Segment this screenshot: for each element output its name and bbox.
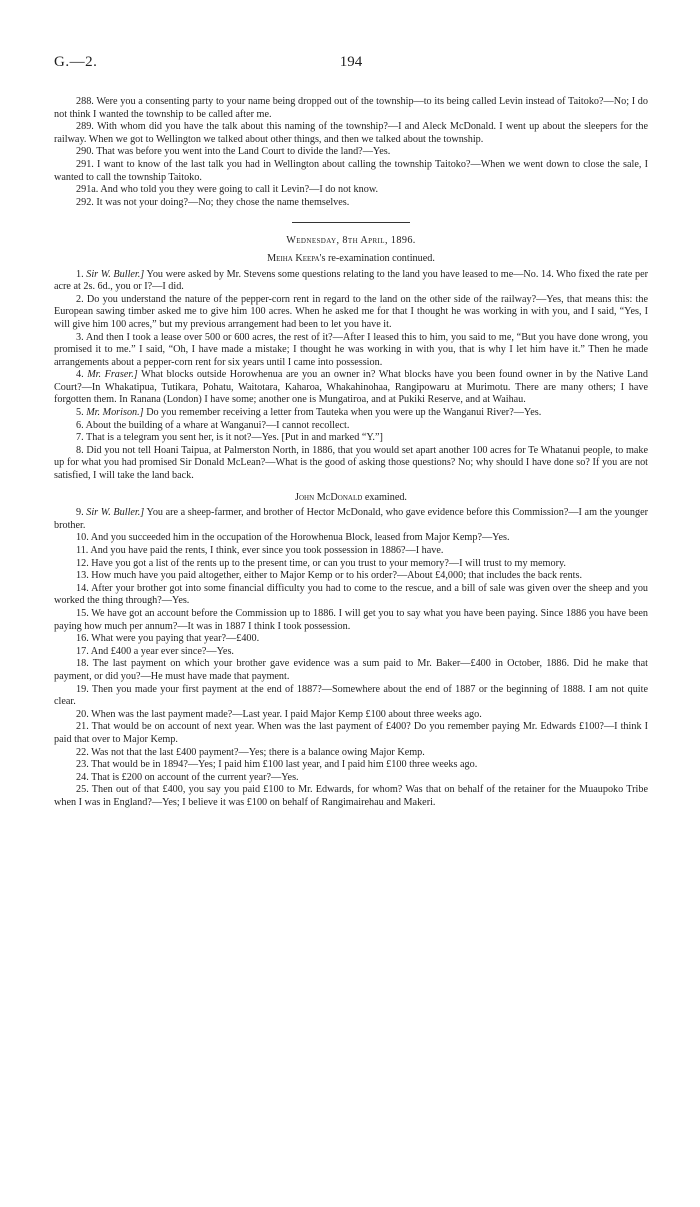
speaker-name: Mr. Fraser.]: [87, 369, 138, 381]
paragraph: 24. That is £200 on account of the current year?—Yes.: [76, 771, 299, 783]
page-header: [54, 56, 648, 96]
document-page: [54, 56, 648, 809]
paragraph: 11. And you have paid the rents, I think, ever since you took possession in 1886?—I have.: [76, 545, 444, 556]
paragraph: 22. Was not that the last £400 payment?—Yes; there is a balance owing Major Kemp.: [76, 746, 425, 758]
paragraph: 16. What were you paying that year?—£400.: [76, 633, 260, 645]
paragraph: 290. That was before you went into the Land Court to divide the land?—Yes.: [76, 146, 391, 158]
heading-suffix: examined.: [362, 491, 407, 503]
paragraph: 23. That would be in 1894?—Yes; I paid him £100 last year, and I paid him £100 three weeks ago.: [76, 759, 478, 771]
paragraph: 9. Sir W. Buller.] You are a sheep-farmer, and brother of Hector McDonald, who gave evidence before this Commission?—I am the younger brother.: [54, 507, 649, 531]
paragraph: 19. Then you made your first payment at the end of 1887?—Somewhere about the end of 1887 or the beginning of 1888. I am not quite clear.: [54, 683, 648, 708]
speaker-name: Mr. Morison.]: [86, 407, 144, 419]
paragraph: 291. I want to know of the last talk you had in Wellington about calling the township Taitoko?—When we went down to close the sale, I wanted to call the township Taitoko.: [54, 158, 648, 183]
paragraph: 20. When was the last payment made?—Last year. I paid Major Kemp £100 about three weeks ago.: [76, 708, 482, 720]
paragraph: 7. That is a telegram you sent her, is it not?—Yes. [Put in and marked “Y.”]: [76, 432, 383, 444]
section-divider: [292, 222, 410, 223]
paragraph: 14. After your brother got into some financial difficulty you had to come to the rescue, and a bill of sale was given over the sheep and you worked the thing through?—Yes.: [54, 582, 649, 607]
paragraph: 4. Mr. Fraser.] What blocks outside Horowhenua are you an owner in? What blocks have you been found owner in by the Native Land Court?—In Whakatipua, Tutikara, Pohatu, Waitotara, Kaharoa, Whakahinohaa, Rangipowaru at Murimotu. There are many others; I have forgotten them. In Ranana (London) I have some; another one is Mungatiroa, and at Pukiki Reserve, and at Waihau.: [54, 369, 648, 406]
paragraph: 289. With whom did you have the talk about this naming of the township?—I and Aleck McDonald. I went up about the sleepers for the railway. When we got to Wellington we talked about other things, and then we talked about the township.: [54, 121, 648, 145]
paragraph: 292. It was not your doing?—No; they chose the name themselves.: [76, 196, 350, 208]
paragraph: 3. And then I took a lease over 500 or 600 acres, the rest of it?—After I leased this to him, you said to me, “But you have done wrong, you promised it to me.” I said, “Oh, I have made a mistake; I thought he was working in with you, that is why I let him have it.” Then he made arrangements about a pepper-corn rent for six years until I came into possession.: [54, 331, 648, 368]
paragraph: 17. And £400 a year ever since?—Yes.: [76, 645, 234, 657]
witness-name: Meiha Keepa: [267, 252, 320, 264]
document-reference: G.—2.: [54, 54, 98, 70]
paragraph: 21. That would be on account of next year. When was the last payment of £400? Do you remember paying Mr. Edwards £100?—I think I paid that over to Major Kemp.: [54, 721, 648, 745]
witness-name: John McDonald: [295, 491, 363, 503]
paragraph: 291a. And who told you they were going to call it Levin?—I do not know.: [76, 184, 379, 196]
paragraph: 2. Do you understand the nature of the pepper-corn rent in regard to the land on the other side of the railway?—Yes, that means this: the European sawing timber asked me to give him 100 acres. When he asked me for that I thought he was working in with you, and I said, “Yes, I will give him 100 acres,” but my previous arrangement had been to let you have it.: [54, 293, 648, 330]
page-number: 194: [339, 54, 363, 70]
paragraph: 18. The last payment on which your brother gave evidence was a sum paid to Mr. Baker—£400 in October, 1886. Did he make that payment, or did you?—He must have made that payment.: [54, 658, 648, 682]
paragraph: 15. We have got an account before the Commission up to 1886. I will get you to say what you have been paying. Since 1886 you have been paying how much per annum?—It was in 1887 I think I took possession.: [54, 607, 648, 632]
paragraph: 5. Mr. Morison.] Do you remember receiving a letter from Tauteka when you were up the Wanganui River?—Yes.: [76, 407, 542, 419]
section-re-examination: [54, 269, 648, 483]
paragraph: 12. Have you got a list of the rents up to the present time, or can you trust to your memory?—I will trust to my memory.: [76, 557, 566, 569]
examination-heading: [54, 492, 648, 505]
speaker-name: Sir W. Buller.]: [86, 507, 145, 519]
paragraph: 13. How much have you paid altogether, either to Major Kemp or to his order?—About £4,000; that includes the back rents.: [76, 570, 583, 582]
paragraph: 8. Did you not tell Hoani Taipua, at Palmerston North, in 1886, that you would set apart another 100 acres for Te Whatanui people, to make up for what you had promised Sir Donald McLean?—What is the good of asking those questions? No; why should I have done so? If you are not satisfied, I will take the land back.: [54, 444, 649, 482]
paragraph: 1. Sir W. Buller.] You were asked by Mr. Stevens some questions relating to the land you have leased to me—No. 14. Who fixed the rate per acre at 2s. 6d., you or I?—I did.: [54, 268, 648, 293]
speaker-name: Sir W. Buller.]: [86, 268, 145, 280]
paragraph: 25. Then out of that £400, you say you paid £100 to Mr. Edwards, for whom? Was that on behalf of the retainer for the Muaupoko Tribe when I was in England?—Yes; I believe it was £100 on behalf of Rangimairehau and Makeri.: [54, 784, 648, 808]
section-continued-questions: [54, 96, 648, 209]
examination-heading: [54, 253, 648, 266]
paragraph: 10. And you succeeded him in the occupation of the Horowhenua Block, leased from Major Kemp?—Yes.: [76, 532, 510, 544]
date-heading: Wednesday, 8th April, 1896.: [286, 235, 416, 247]
paragraph: 288. Were you a consenting party to your name being dropped out of the township—to its being called Levin instead of Taitoko?—No; I do not think I wanted the township to be called after me.: [54, 96, 648, 120]
paragraph: 6. About the building of a whare at Wanganui?—I cannot recollect.: [76, 419, 350, 431]
section-examination: [54, 507, 648, 809]
heading-suffix: 's re-examination continued.: [319, 252, 435, 264]
